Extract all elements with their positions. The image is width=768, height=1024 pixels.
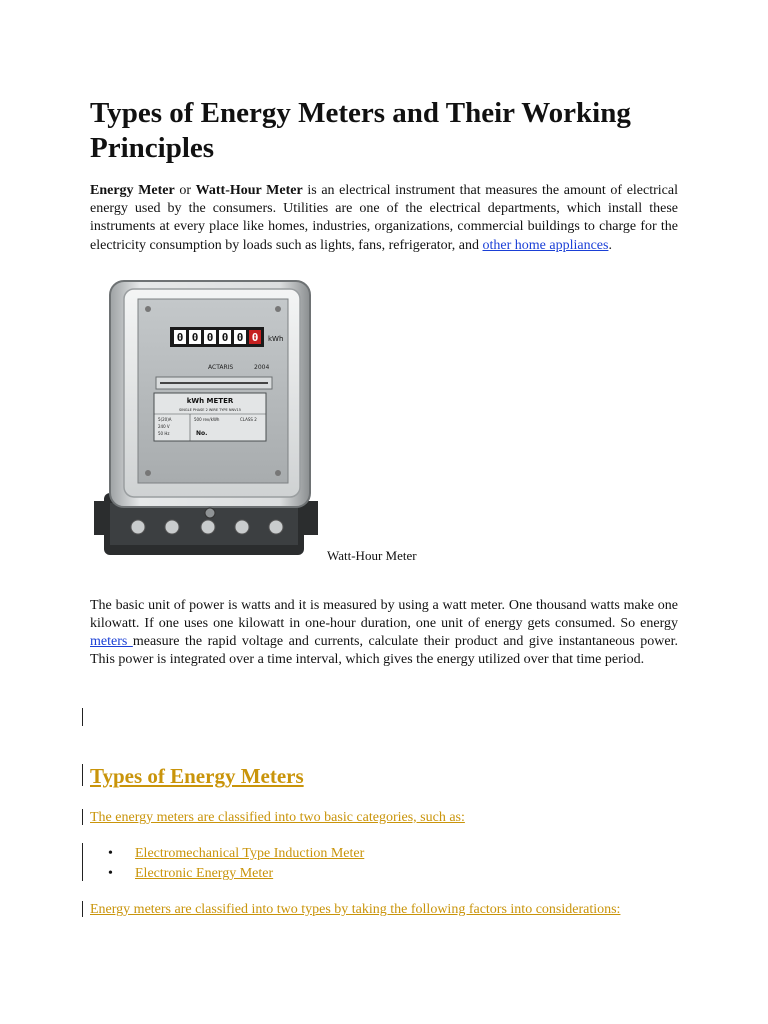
svg-text:0: 0 [251,330,259,344]
svg-text:kWh METER: kWh METER [186,396,234,405]
svg-text:0: 0 [176,330,184,344]
factors-intro [90,902,620,918]
figure [90,275,678,571]
categories-intro [90,810,465,826]
power-paragraph [90,597,678,670]
svg-text:0: 0 [221,330,229,344]
text-cursor [82,764,83,786]
intro-text: is an electrical instrument that measures the amount of electrical energy used by the consumers. Utilities are one of the electrical departments, which install these instruments at every place like homes, industries, organizations, commercial buildings to charge for the electricity consumption by loads such as lights, fans, refrigerator, and [90,183,678,253]
meters-link[interactable]: meters [90,634,133,650]
svg-text:SINGLE PHASE 2 WIRE TYPE NNV15: SINGLE PHASE 2 WIRE TYPE NNV15 [179,407,241,412]
svg-text:2004: 2004 [254,363,270,371]
intro-paragraph [90,182,678,255]
electronic-meter-link[interactable]: Electronic Energy Meter [135,866,274,881]
text-cursor [82,901,83,917]
watt-hour-meter-image [90,275,324,563]
electromechanical-meter-link[interactable]: Electromechanical Type Induction Meter [135,846,365,861]
para2-text1: The basic unit of power is watts and it is measured by using a watt meter. One thousand watts make one kilowatt. If one uses one kilowatt in one-hour duration, one unit of energy gets consumed. So energy [90,597,678,632]
svg-text:kWh: kWh [268,334,284,343]
categories-intro-link[interactable]: The energy meters are classified into two basic categories, such as: [90,810,465,825]
categories-list [108,844,364,884]
svg-text:0: 0 [206,330,214,344]
svg-text:CLASS 2: CLASS 2 [240,416,257,422]
other-home-appliances-link[interactable]: other home appliances [482,237,609,253]
svg-text:240 V: 240 V [158,423,170,429]
intro-or: or [174,183,196,198]
intro-end: . [608,237,612,253]
para2-text2: measure the rapid voltage and currents, calculate their product and give instantaneous power. This power is integrated over a time interval, which gives the energy utilized over that time period. [90,634,678,668]
svg-text:No.: No. [196,429,208,437]
svg-text:5(20)A: 5(20)A [158,416,172,422]
list-item [108,864,364,884]
text-cursor [82,809,83,825]
svg-text:0: 0 [191,330,199,344]
page-title: Types of Energy Meters and Their Working Principles [90,97,631,164]
image-caption: Watt-Hour Meter [327,547,417,563]
svg-text:50 Hz: 50 Hz [158,430,170,436]
factors-intro-link[interactable]: Energy meters are classified into two types by taking the following factors into considerations: [90,902,621,917]
text-cursor [82,843,83,881]
svg-text:0: 0 [236,330,244,344]
term-watt-hour-meter: Watt-Hour Meter [195,183,303,198]
text-cursor [82,708,83,726]
types-heading-link[interactable]: Types of Energy Meters [90,764,304,788]
article [90,96,678,670]
term-energy-meter: Energy Meter [90,183,175,198]
svg-text:ACTARIS: ACTARIS [208,363,234,371]
list-item [108,844,364,864]
section-heading [90,764,304,789]
svg-text:500 rev/kWh: 500 rev/kWh [194,416,220,422]
